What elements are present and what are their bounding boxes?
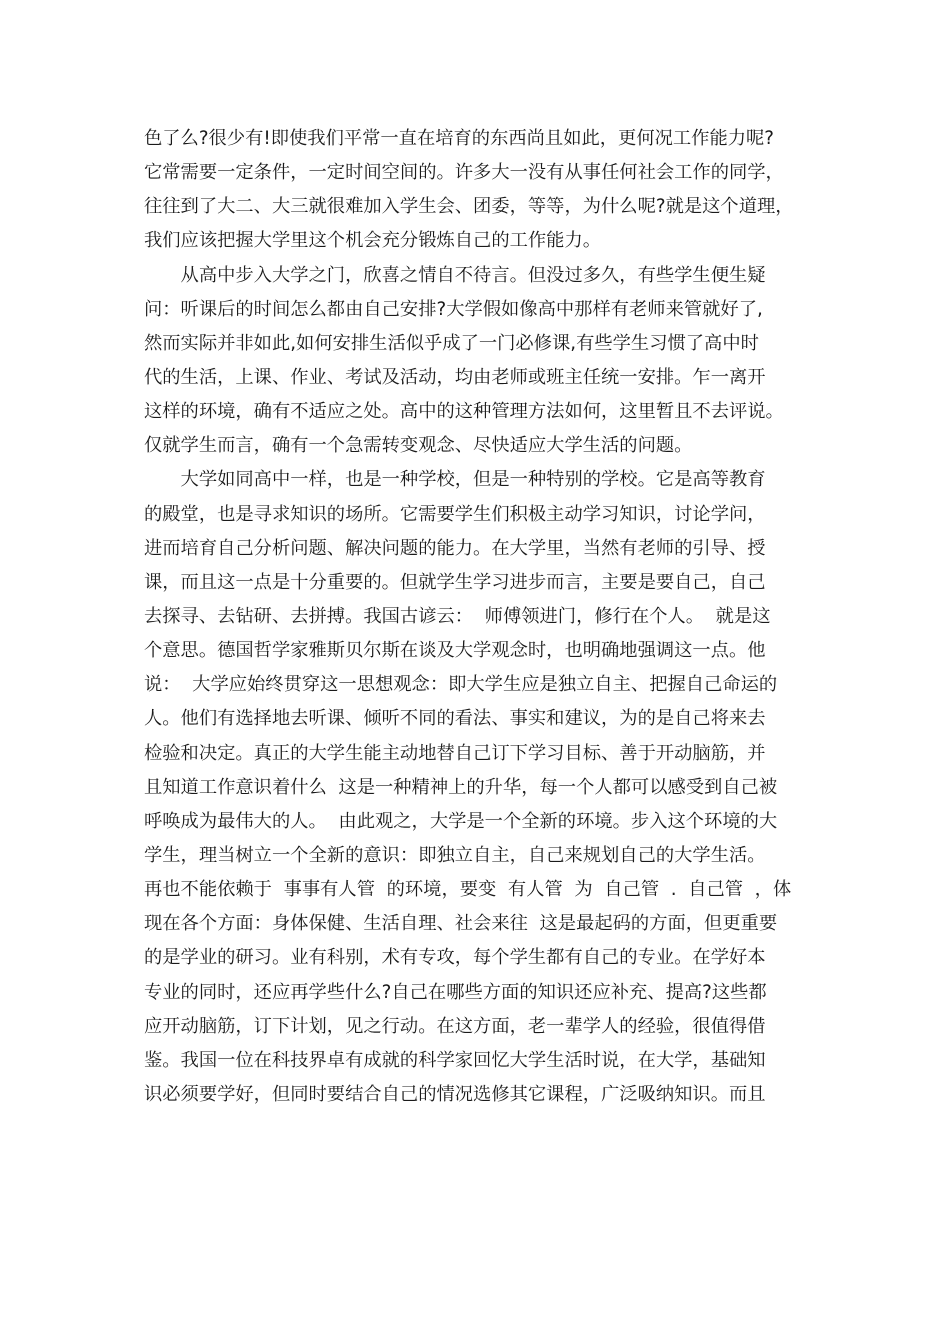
text-line: 现在各个方面：身体保健、生活自理、社会来往 这是最起码的方面，但更重要 [144, 913, 778, 935]
text-line: 说： 大学应始终贯穿这一思想观念：即大学生应是独立自主、把握自己命运的 [144, 674, 778, 696]
text-line: 然而实际并非如此,如何安排生活似乎成了一门必修课,有些学生习惯了高中时 [144, 332, 759, 354]
text-line: 鉴。我国一位在科技界卓有成就的科学家回忆大学生活时说，在大学，基础知 [144, 1049, 766, 1071]
text-line: 检验和决定。真正的大学生能主动地替自己订下学习目标、善于开动脑筋，并 [144, 742, 766, 764]
text-line: 的是学业的研习。业有科别，术有专攻，每个学生都有自己的专业。在学好本 [144, 947, 766, 969]
text-line: 问：听课后的时间怎么都由自己安排?大学假如像高中那样有老师来管就好了, [144, 298, 763, 320]
text-line: 人。他们有选择地去听课、倾听不同的看法、事实和建议，为的是自己将来去 [144, 708, 766, 730]
text-line: 我们应该把握大学里这个机会充分锻炼自己的工作能力。 [144, 230, 602, 252]
text-line: 学生，理当树立一个全新的意识：即独立自主，自己来规划自己的大学生活。 [144, 844, 766, 866]
text-line: 课，而且这一点是十分重要的。但就学生学习进步而言，主要是要自己，自己 [144, 571, 766, 593]
text-line: 它常需要一定条件，一定时间空间的。许多大一没有从事任何社会工作的同学， [144, 162, 784, 184]
text-line: 去探寻、去钻研、去拼搏。我国古谚云： 师傅领进门，修行在个人。 就是这 [144, 605, 771, 627]
text-line: 且知道工作意识着什么 这是一种精神上的升华，每一个人都可以感受到自己被 [144, 776, 778, 798]
text-line: 再也不能依赖于 事事有人管 的环境，要变 有人管 为 自己管 . 自己管 ，体 [144, 879, 792, 901]
text-line: 从高中步入大学之门，欣喜之情自不待言。但没过多久，有些学生便生疑 [144, 264, 766, 286]
text-line: 代的生活，上课、作业、考试及活动，均由老师或班主任统一安排。乍一离开 [144, 366, 766, 388]
text-line: 色了么?很少有!即使我们平常一直在培育的东西尚且如此，更何况工作能力呢? [144, 128, 775, 149]
text-line: 进而培育自己分析问题、解决问题的能力。在大学里，当然有老师的引导、授 [144, 537, 766, 559]
text-line: 识必须要学好，但同时要结合自己的情况选修其它课程，广泛吸纳知识。而且 [144, 1083, 766, 1105]
text-line: 的殿堂，也是寻求知识的场所。它需要学生们积极主动学习知识，讨论学问， [144, 503, 766, 525]
text-line: 这样的环境，确有不适应之处。高中的这种管理方法如何，这里暂且不去评说。 [144, 401, 784, 423]
body-text [144, 122, 824, 1112]
text-line: 大学如同高中一样，也是一种学校，但是一种特别的学校。它是高等教育 [144, 469, 766, 491]
text-line: 应开动脑筋，订下计划，见之行动。在这方面，老一辈学人的经验，很值得借 [144, 1015, 766, 1037]
text-line: 呼唤成为最伟大的人。 由此观之，大学是一个全新的环境。步入这个环境的大 [144, 810, 778, 832]
text-line: 往往到了大二、大三就很难加入学生会、团委，等等，为什么呢?就是这个道理， [144, 196, 794, 218]
text-line: 个意思。德国哲学家雅斯贝尔斯在谈及大学观念时，也明确地强调这一点。他 [144, 640, 766, 662]
text-line: 仅就学生而言，确有一个急需转变观念、尽快适应大学生活的问题。 [144, 435, 693, 457]
text-line: 专业的同时，还应再学些什么?自己在哪些方面的知识还应补充、提高?这些都 [144, 981, 767, 1003]
